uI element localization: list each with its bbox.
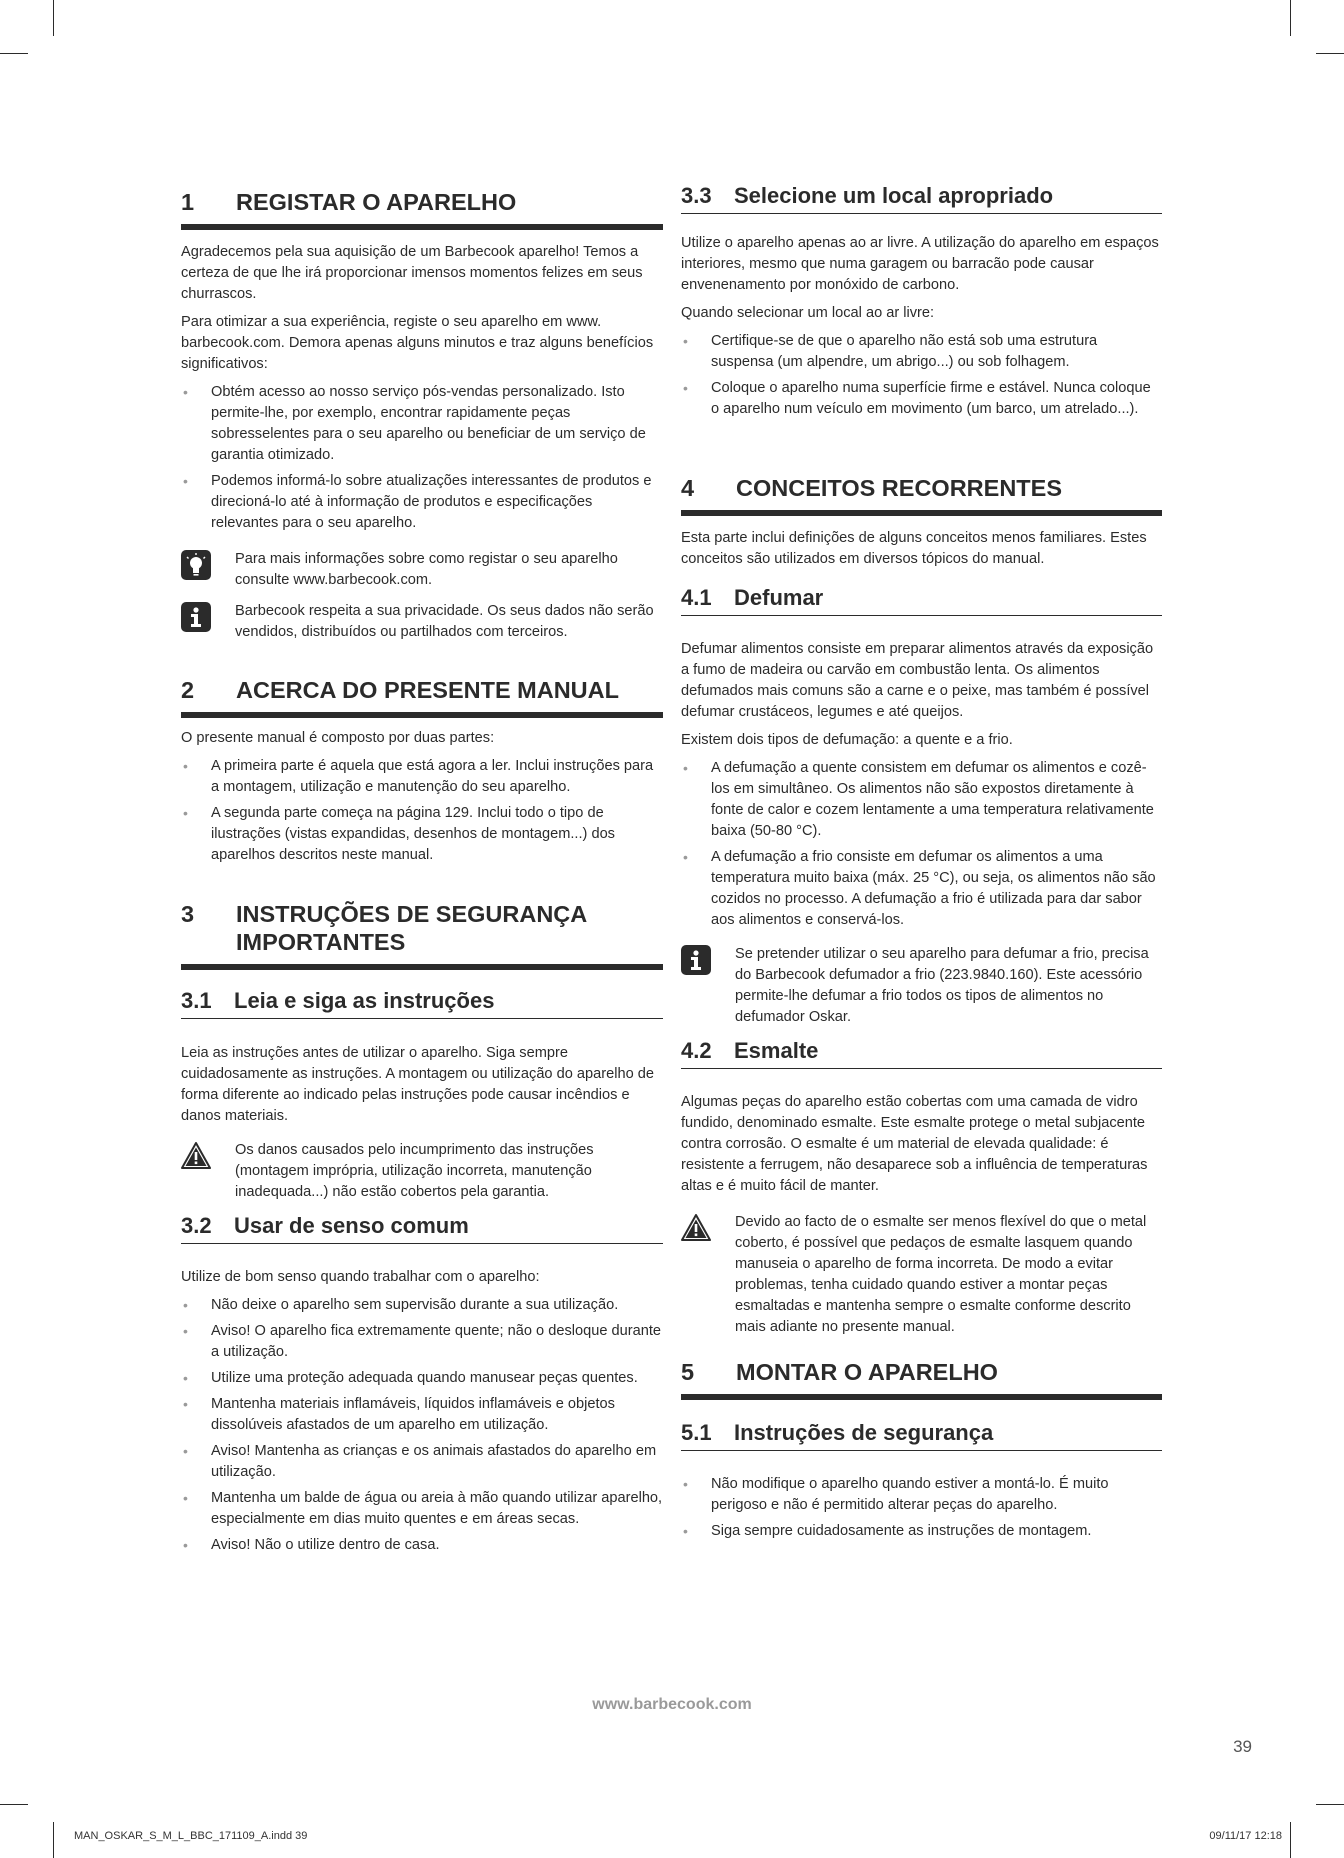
subsection-number: 4.2 <box>681 1038 712 1063</box>
paragraph: Leia as instruções antes de utilizar o aparelho. Siga sempre cuidadosamente as instruções. A montagem ou utilização do aparelho de forma diferente ao indicado pelas instruções pode causar incêndios e danos materiais. <box>181 1045 654 1124</box>
subsection-5-1-heading <box>681 1420 1162 1451</box>
bullet-icon: • <box>183 758 188 774</box>
footer-website: www.barbecook.com <box>592 1696 752 1713</box>
info-icon <box>181 602 211 632</box>
bullet-text: Siga sempre cuidadosamente as instruções de montagem. <box>711 1523 1092 1539</box>
paragraph: Algumas peças do aparelho estão cobertas com uma camada de vidro fundido, denominado esmalte. Este esmalte protege o metal subjacente contra corrosão. O esmalte é um material de elevada qualidade: é resistente a ferrugem, não desaparece sob a influência de temperaturas altas e é muito fácil de manter. <box>681 1094 1148 1194</box>
bullet-list <box>681 331 1162 420</box>
crop-mark <box>1316 1804 1344 1805</box>
info-icon <box>681 945 711 975</box>
warning-note <box>181 1140 663 1203</box>
paragraph: Esta parte inclui definições de alguns conceitos menos familiares. Estes conceitos são utilizados em diversos tópicos do manual. <box>681 530 1147 567</box>
paragraph: O presente manual é composto por duas partes: <box>181 730 495 746</box>
bullet-item <box>181 756 663 798</box>
subsection-3-3-heading <box>681 183 1162 214</box>
subsection-title: Instruções de segurança <box>734 1420 994 1445</box>
bullet-text: Mantenha materiais inflamáveis, líquidos inflamáveis e objetos dissolúveis afastados de um aparelho em utilização. <box>211 1396 615 1433</box>
crop-mark <box>53 1822 54 1858</box>
bullet-icon: • <box>183 1396 188 1412</box>
note-text: Se pretender utilizar o seu aparelho para defumar a frio, precisa do Barbecook defumador a frio (223.9840.160). Este acessório permite-lhe defumar a frio todos os tipos de alimentos no defumador Oskar. <box>735 946 1149 1025</box>
info-note <box>181 601 663 643</box>
subsection-4-2-heading <box>681 1038 1162 1069</box>
bullet-item <box>681 758 1162 842</box>
crop-mark <box>53 0 54 36</box>
bullet-icon: • <box>183 1537 188 1553</box>
bullet-icon: • <box>683 760 688 776</box>
subsection-number: 5.1 <box>681 1420 712 1445</box>
warning-note <box>681 1212 1162 1338</box>
page-number: 39 <box>1233 1737 1252 1756</box>
bullet-item <box>181 1368 663 1389</box>
section-title: MONTAR O APARELHO <box>736 1359 998 1385</box>
bullet-text: Obtém acesso ao nosso serviço pós-vendas personalizado. Isto permite-lhe, por exemplo, encontrar rapidamente peças sobresselentes para o seu aparelho ou beneficiar de um serviço de garantia otimizado. <box>211 384 646 463</box>
bullet-item <box>181 1321 663 1363</box>
subsection-title: Selecione um local apropriado <box>734 183 1054 208</box>
section-5 <box>681 1358 1162 1547</box>
subsection-title: Esmalte <box>734 1038 819 1063</box>
note-text: Devido ao facto de o esmalte ser menos flexível do que o metal coberto, é possível que pedaços de esmalte lasquem quando manuseia o aparelho de forma incorreta. De modo a evitar problemas, tenha cuidado quando estiver a montar peças esmaltadas e mantenha sempre o esmalte conforme descrito mais adiante no presente manual. <box>735 1214 1147 1335</box>
bullet-item <box>681 331 1162 373</box>
crop-mark <box>1316 53 1344 54</box>
bullet-text: A segunda parte começa na página 129. Inclui todo o tipo de ilustrações (vistas expandidas, desenhos de montagem...) dos aparelhos descritos neste manual. <box>211 805 615 863</box>
bullet-text: Podemos informá-lo sobre atualizações interessantes de produtos e direcioná-lo até à informação de produtos e especificações relevantes para o seu aparelho. <box>211 473 652 531</box>
info-note <box>681 944 1162 1028</box>
print-slug-file: MAN_OSKAR_S_M_L_BBC_171109_A.indd 39 <box>74 1830 308 1842</box>
section-1 <box>181 188 663 653</box>
subsection-number: 4.1 <box>681 585 712 610</box>
paragraph: Agradecemos pela sua aquisição de um Barbecook aparelho! Temos a certeza de que lhe irá proporcionar imensos momentos felizes em seus churrascos. <box>181 244 643 302</box>
section-title: CONCEITOS RECORRENTES <box>736 475 1062 501</box>
section-number: 2 <box>181 677 195 703</box>
bullet-icon: • <box>683 1476 688 1492</box>
subsection-3-3 <box>681 183 1162 425</box>
section-number: 1 <box>181 189 195 215</box>
bullet-icon: • <box>183 473 188 489</box>
section-3-heading <box>181 900 663 970</box>
subsection-3-2-heading <box>181 1213 663 1244</box>
subsection-title: Defumar <box>734 585 824 610</box>
section-5-heading <box>681 1358 1162 1400</box>
bullet-item <box>181 382 663 466</box>
note-text: Barbecook respeita a sua privacidade. Os seus dados não serão vendidos, distribuídos ou partilhados com terceiros. <box>235 603 654 640</box>
bullet-text: A defumação a quente consistem em defumar os alimentos e cozê-los em simultâneo. Os alimentos não são expostos diretamente à fonte de calor e cozem lentamente a uma temperatura relativamente baixa (50-80 °C). <box>711 760 1154 839</box>
section-2 <box>181 676 663 871</box>
bullet-item <box>681 378 1162 420</box>
section-3 <box>181 900 663 1561</box>
bullet-text: Aviso! Não o utilize dentro de casa. <box>211 1537 440 1553</box>
bullet-icon: • <box>183 805 188 821</box>
paragraph: Utilize de bom senso quando trabalhar com o aparelho: <box>181 1269 540 1285</box>
bullet-text: Não modifique o aparelho quando estiver a montá-lo. É muito perigoso e não é permitido alterar peças do aparelho. <box>711 1476 1109 1513</box>
print-slug-date: 09/11/17 12:18 <box>1209 1830 1282 1842</box>
bullet-item <box>181 803 663 866</box>
section-number: 5 <box>681 1359 695 1385</box>
subsection-3-1-heading <box>181 988 663 1019</box>
bullet-list <box>181 382 663 534</box>
bullet-item <box>181 1394 663 1436</box>
crop-mark <box>0 1804 28 1805</box>
bullet-text: Aviso! Mantenha as crianças e os animais afastados do aparelho em utilização. <box>211 1443 657 1480</box>
paragraph: Para otimizar a sua experiência, registe o seu aparelho em www. barbecook.com. Demora apenas alguns minutos e traz alguns benefícios significativos: <box>181 314 654 372</box>
paragraph: Quando selecionar um local ao ar livre: <box>681 305 935 321</box>
subsection-number: 3.2 <box>181 1213 212 1238</box>
bullet-icon: • <box>183 1490 188 1506</box>
bullet-icon: • <box>183 1323 188 1339</box>
bullet-item <box>181 1535 663 1556</box>
bullet-item <box>181 1488 663 1530</box>
bullet-item <box>181 1441 663 1483</box>
section-title: INSTRUÇÕES DE SEGURANÇA IMPORTANTES <box>236 901 587 955</box>
bullet-text: Certifique-se de que o aparelho não está sob uma estrutura suspensa (um alpendre, um abrigo...) ou sob folhagem. <box>711 333 1098 370</box>
crop-mark <box>1290 0 1291 36</box>
crop-mark <box>0 53 28 54</box>
bullet-text: Coloque o aparelho numa superfície firme e estável. Nunca coloque o aparelho num veículo em movimento (um barco, um atrelado...). <box>711 380 1151 417</box>
bullet-icon: • <box>183 384 188 400</box>
section-4-heading <box>681 474 1162 516</box>
bullet-text: A primeira parte é aquela que está agora a ler. Inclui instruções para a montagem, utilização e manutenção do seu aparelho. <box>211 758 654 795</box>
bullet-icon: • <box>183 1370 188 1386</box>
crop-mark <box>1290 1822 1291 1858</box>
bullet-list <box>681 1474 1162 1542</box>
section-2-heading <box>181 676 663 718</box>
note-text: Para mais informações sobre como registar o seu aparelho consulte www.barbecook.com. <box>235 551 618 588</box>
section-number: 3 <box>181 901 195 927</box>
bullet-text: Utilize uma proteção adequada quando manusear peças quentes. <box>211 1370 638 1386</box>
subsection-4-1-heading <box>681 585 1162 616</box>
bullet-text: Não deixe o aparelho sem supervisão durante a sua utilização. <box>211 1297 619 1313</box>
bullet-list <box>181 1295 663 1556</box>
subsection-number: 3.1 <box>181 988 212 1013</box>
bullet-icon: • <box>183 1297 188 1313</box>
bullet-item <box>181 471 663 534</box>
bullet-item <box>681 1474 1162 1516</box>
subsection-number: 3.3 <box>681 183 712 208</box>
section-title: REGISTAR O APARELHO <box>236 189 517 215</box>
section-number: 4 <box>681 475 695 501</box>
paragraph: Defumar alimentos consiste em preparar alimentos através da exposição a fumo de madeira ou carvão em combustão lenta. Os alimentos defumados mais comuns são a carne e o peixe, mas também é possível defumar crustáceos, legumes e até queijos. <box>681 641 1154 720</box>
note-text: Os danos causados pelo incumprimento das instruções (montagem imprópria, utilização incorreta, manutenção inadequada...) não estão cobertos pela garantia. <box>235 1142 594 1200</box>
bullet-list <box>681 758 1162 931</box>
bullet-text: Aviso! O aparelho fica extremamente quente; não o desloque durante a utilização. <box>211 1323 661 1360</box>
bullet-icon: • <box>683 380 688 396</box>
bullet-list <box>181 756 663 866</box>
bullet-item <box>681 847 1162 931</box>
section-title: ACERCA DO PRESENTE MANUAL <box>236 677 619 703</box>
bullet-icon: • <box>683 333 688 349</box>
bullet-text: Mantenha um balde de água ou areia à mão quando utilizar aparelho, especialmente em dias muito quentes e em áreas secas. <box>211 1490 663 1527</box>
paragraph: Utilize o aparelho apenas ao ar livre. A utilização do aparelho em espaços interiores, mesmo que numa garagem ou barracão pode causar envenenamento por monóxido de carbono. <box>681 235 1159 293</box>
section-4 <box>681 474 1162 1348</box>
lightbulb-icon <box>181 550 211 580</box>
bullet-text: A defumação a frio consiste em defumar os alimentos a uma temperatura muito baixa (máx. 25 °C), ou seja, os alimentos não são cozidos no processo. A defumação a frio é utilizada para dar sabor aos alimentos e conservá-los. <box>711 849 1156 928</box>
warning-icon <box>181 1141 211 1171</box>
bullet-icon: • <box>183 1443 188 1459</box>
bullet-item <box>681 1521 1162 1542</box>
paragraph: Existem dois tipos de defumação: a quente e a frio. <box>681 732 1013 748</box>
bullet-icon: • <box>683 849 688 865</box>
section-1-heading <box>181 188 663 230</box>
subsection-title: Leia e siga as instruções <box>234 988 495 1013</box>
warning-icon <box>681 1213 711 1243</box>
subsection-title: Usar de senso comum <box>234 1213 469 1238</box>
bullet-icon: • <box>683 1523 688 1539</box>
bullet-item <box>181 1295 663 1316</box>
tip-note <box>181 549 663 591</box>
